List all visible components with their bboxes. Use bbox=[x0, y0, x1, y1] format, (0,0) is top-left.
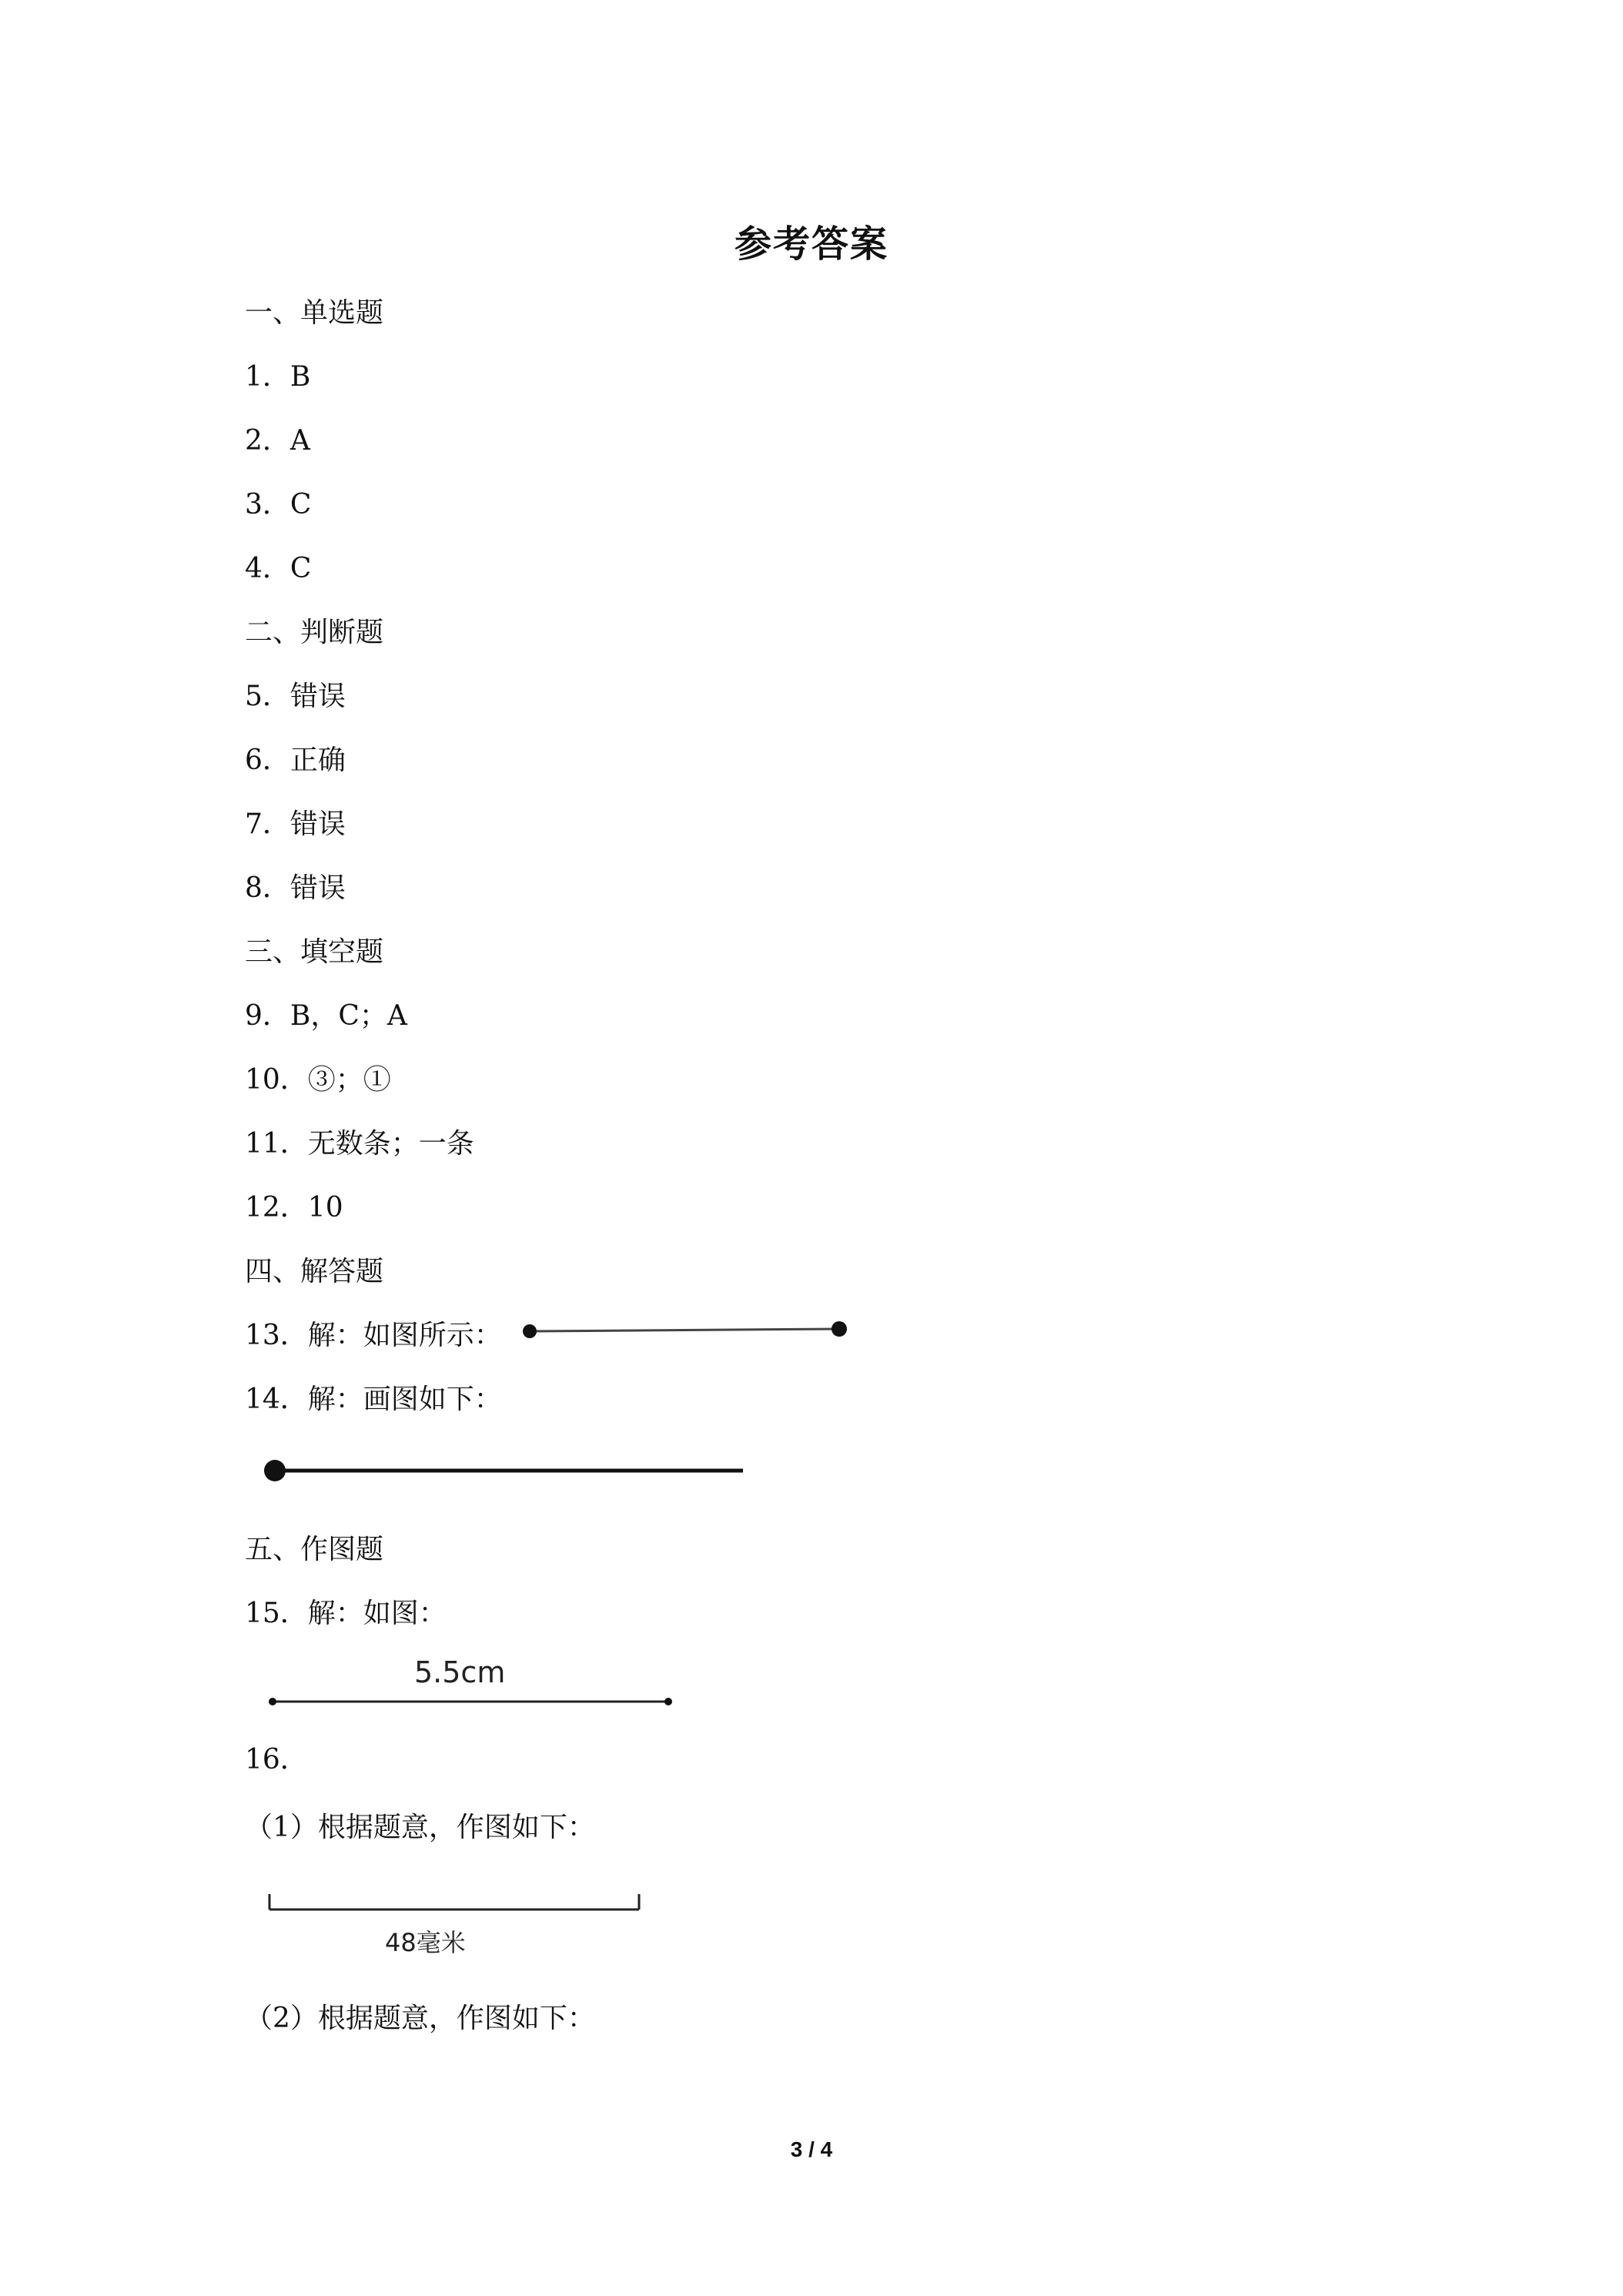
answer-16-part-2: （2）根据题意，作图如下： bbox=[245, 2003, 595, 2034]
answer-3: 3．C bbox=[245, 489, 312, 520]
answer-10: 10．③；① bbox=[245, 1064, 391, 1096]
answer-1: 1．B bbox=[245, 361, 311, 393]
page-title: 参考答案 bbox=[734, 223, 888, 266]
segment-length-label: 48毫米 bbox=[385, 1928, 466, 1957]
section-heading-4: 四、解答题 bbox=[245, 1256, 384, 1287]
segment-length-label: 5.5cm bbox=[414, 1655, 506, 1689]
answer-9: 9．B，C；A bbox=[245, 1000, 407, 1032]
answer-7: 7．错误 bbox=[245, 808, 346, 840]
segment-figure-16 bbox=[262, 1886, 662, 1971]
segment-figure-13 bbox=[516, 1314, 855, 1344]
answer-2: 2．A bbox=[245, 425, 310, 457]
answer-6: 6．正确 bbox=[245, 745, 346, 776]
answer-14: 14．解：画图如下： bbox=[245, 1384, 502, 1415]
segment-figure-15 bbox=[262, 1655, 678, 1717]
section-heading-5: 五、作图题 bbox=[245, 1534, 384, 1565]
section-heading-3: 三、填空题 bbox=[245, 936, 384, 968]
section-heading-2: 二、判断题 bbox=[245, 617, 384, 648]
answer-8: 8．错误 bbox=[245, 872, 346, 904]
answer-5: 5．错误 bbox=[245, 681, 346, 712]
answer-16-part-1: （1）根据题意，作图如下： bbox=[245, 1812, 595, 1843]
answer-4: 4．C bbox=[245, 553, 312, 584]
section-heading-1: 一、单选题 bbox=[245, 297, 384, 329]
page-number: 3 / 4 bbox=[790, 2137, 833, 2161]
ray-figure-14 bbox=[258, 1455, 751, 1486]
answer-13: 13．解：如图所示： bbox=[245, 1320, 502, 1351]
answer-16: 16． bbox=[245, 1744, 308, 1776]
answer-15: 15．解：如图： bbox=[245, 1598, 447, 1629]
answer-11: 11．无数条；一条 bbox=[245, 1128, 474, 1160]
answer-12: 12．10 bbox=[245, 1192, 343, 1223]
